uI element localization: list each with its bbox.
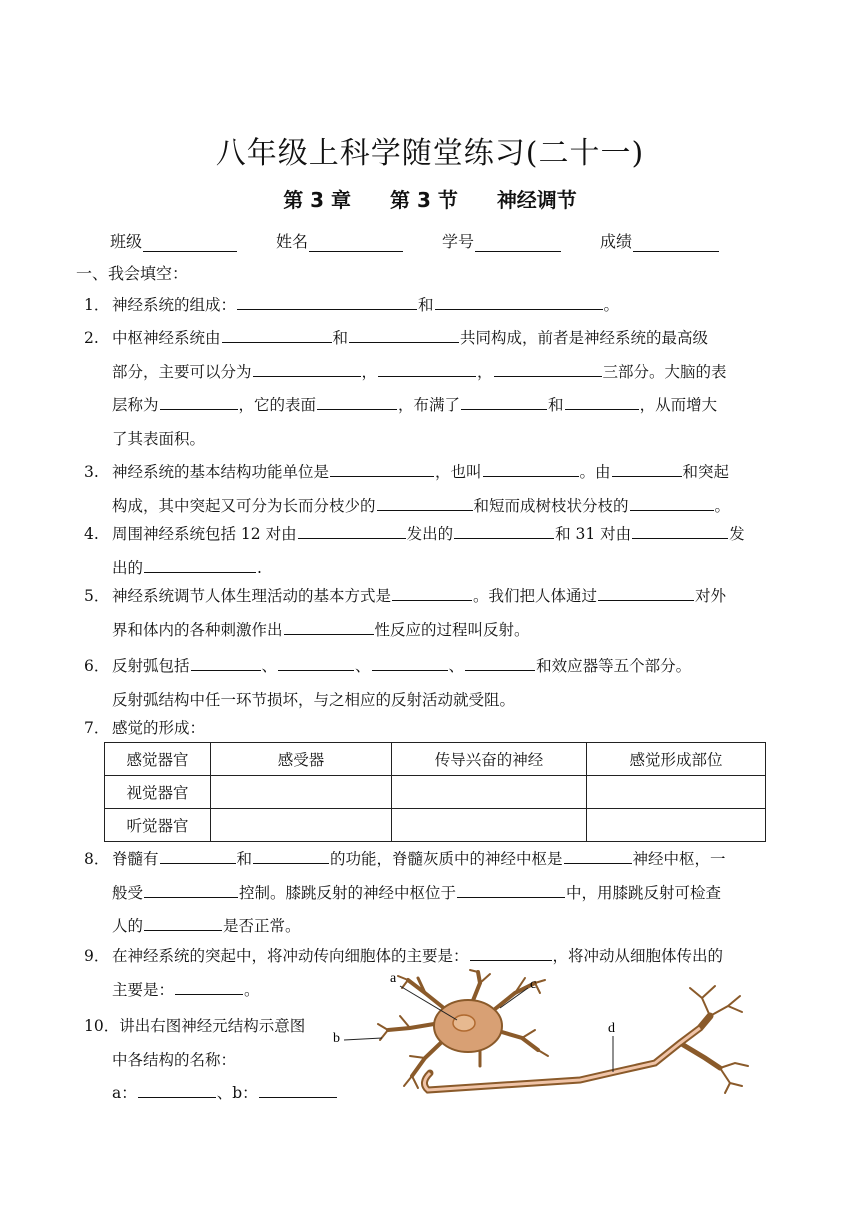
question-8: 8． 脊髓有 和 的功能，脊髓灰质中的神经中枢是 神经中枢，一 般受 控制。膝跳反射的神经中枢位于 中，用膝跳反射可检查 人的 是否正常。 [84, 843, 789, 944]
score-field[interactable]: 成绩 [600, 229, 720, 252]
topic-label: 神经调节 [496, 188, 577, 212]
question-5: 5． 神经系统调节人体生理活动的基本方式是 。我们把人体通过 对外 界和体内的各种刺激作出 性反应的过程叫反射。 [84, 580, 789, 647]
question-2: 2. 中枢神经系统由 和 共同构成，前者是神经系统的最高级 部分，主要可以分为 ， ， 三部分。大脑的表 层称为 ，它的表面 ，布满了 和 ，从而增大 了其表面积。 [84, 322, 789, 456]
table-cell: 视觉器官 [105, 776, 211, 809]
table-header: 感觉器官 [105, 743, 211, 776]
question-4: 4. 周围神经系统包括 12 对由 发出的 和 31 对由 发 出的 . [84, 518, 789, 585]
table-row [105, 809, 766, 842]
sensation-table [104, 742, 766, 842]
table-cell[interactable] [587, 809, 766, 842]
table-header: 感觉形成部位 [587, 743, 766, 776]
question-7: 7． 感觉的形成： [84, 719, 206, 737]
table-header-row [105, 743, 766, 776]
table-cell[interactable] [392, 776, 587, 809]
table-row [105, 776, 766, 809]
neuron-diagram [330, 968, 760, 1103]
nucleus [453, 1015, 475, 1031]
question-10: 10．讲出右图神经元结构示意图 中各结构的名称： a： 、b： [84, 1010, 338, 1111]
page-title: 八年级上科学随堂练习(二十一) [215, 136, 645, 171]
table-cell[interactable] [392, 809, 587, 842]
table-cell[interactable] [211, 809, 392, 842]
diagram-label-d: d [608, 1021, 615, 1036]
student-info [110, 229, 758, 252]
class-field[interactable]: 班级 [110, 229, 238, 252]
student-id-field[interactable]: 学号 [442, 229, 562, 252]
diagram-label-c: c [530, 977, 537, 992]
question-1: 1． 神经系统的组成： 和 。 [84, 289, 789, 323]
table-cell[interactable] [211, 776, 392, 809]
section-heading: 一、我会填空： [76, 264, 189, 283]
section-label: 第 3 节 [390, 188, 458, 212]
question-6: 6． 反射弧包括 、 、 、 和效应器等五个部分。 反射弧结构中任一环节损坏，与之相应的反射活动就受阻。 [84, 650, 789, 717]
page-subtitle [0, 184, 860, 213]
question-9: 9． 在神经系统的突起中，将冲动传向细胞体的主要是： ，将冲动从细胞体传出的 主要是： 。 [84, 940, 789, 1007]
question-3: 3. 神经系统的基本结构功能单位是 ，也叫 。由 和突起 构成，其中突起又可分为长而分枝少的 和短而成树枝状分枝的 。 [84, 456, 789, 523]
diagram-label-a: a [390, 971, 397, 986]
table-cell: 听觉器官 [105, 809, 211, 842]
table-cell[interactable] [587, 776, 766, 809]
chapter-label: 第 3 章 [283, 188, 352, 212]
table-header: 感受器 [211, 743, 392, 776]
table-header: 传导兴奋的神经 [392, 743, 587, 776]
name-field[interactable]: 姓名 [276, 229, 404, 252]
diagram-label-b: b [333, 1031, 340, 1046]
